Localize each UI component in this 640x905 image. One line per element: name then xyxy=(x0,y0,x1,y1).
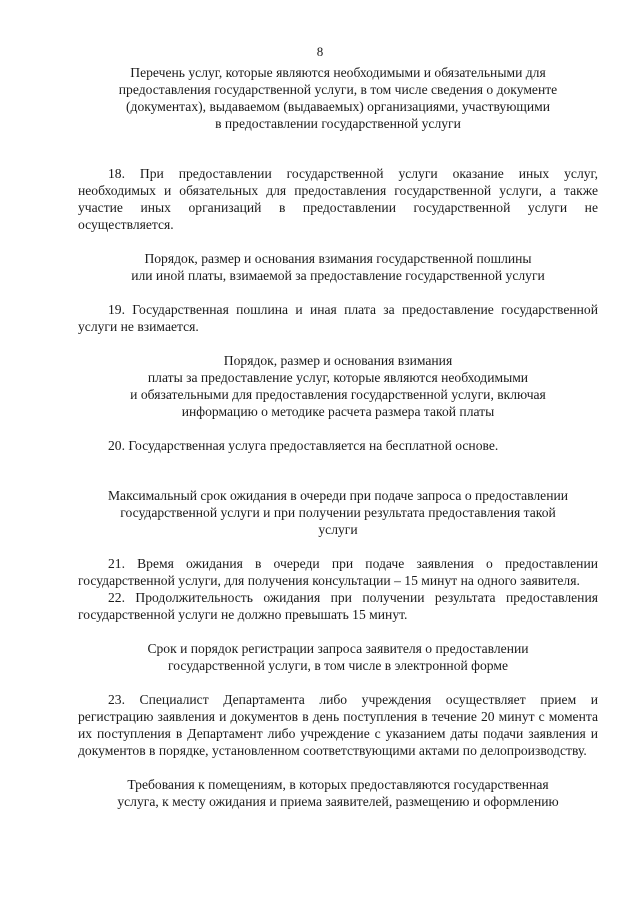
page-content xyxy=(78,64,598,810)
heading-line: Перечень услуг, которые являются необходимыми и обязательными для xyxy=(130,65,546,80)
heading-line: (документах), выдаваемом (выдаваемых) организациями, участвующими xyxy=(126,99,550,114)
paragraph-22: 22. Продолжительность ожидания при получении результата предоставления государственной услуги не должно превышать 15 минут. xyxy=(78,590,598,622)
section-heading-queue-time xyxy=(78,487,598,538)
heading-line: Требования к помещениям, в которых предоставляются государственная xyxy=(127,777,549,792)
page-number: 8 xyxy=(316,44,324,59)
heading-line: или иной платы, взимаемой за предоставление государственной услуги xyxy=(131,268,545,283)
heading-line: и обязательными для предоставления государственной услуги, включая xyxy=(130,387,546,402)
heading-line: Порядок, размер и основания взимания xyxy=(223,353,453,368)
heading-line: предоставления государственной услуги, в том числе сведения о документе xyxy=(118,82,558,97)
section-heading-services-list xyxy=(78,64,598,132)
section-heading-premises-requirements xyxy=(78,776,598,810)
paragraph-20: 20. Государственная услуга предоставляется на бесплатной основе. xyxy=(108,438,499,453)
heading-line: государственной услуги и при получении результата предоставления такой xyxy=(120,505,556,520)
paragraph-19: 19. Государственная пошлина и иная плата за предоставление государственной услуги не взимается. xyxy=(78,302,598,334)
heading-line: информацию о методике расчета размера такой платы xyxy=(181,404,495,419)
heading-line: в предоставлении государственной услуги xyxy=(215,116,461,131)
heading-line: Порядок, размер и основания взимания государственной пошлины xyxy=(144,251,532,266)
heading-line: Максимальный срок ожидания в очереди при подаче запроса о предоставлении xyxy=(107,488,569,503)
section-heading-state-fee xyxy=(78,250,598,284)
section-heading-registration xyxy=(78,640,598,674)
heading-line: услуги xyxy=(318,522,358,537)
heading-line: Срок и порядок регистрации запроса заявителя о предоставлении xyxy=(147,641,529,656)
paragraph-23: 23. Специалист Департамента либо учреждения осуществляет прием и регистрацию заявления и документов в день поступления в течение 20 минут с момента их поступления в Департамент либо учреждение с указанием даты подачи заявления и документов в порядке, установленном соответствующими актами по делопроизводству. xyxy=(78,692,598,758)
heading-line: услуга, к месту ожидания и приема заявителей, размещению и оформлению xyxy=(117,794,559,809)
paragraph-18: 18. При предоставлении государственной услуги оказание иных услуг, необходимых и обязательных для предоставления государственной услуги, а также участие иных организаций в предоставлении государственной услуги не осуществляется. xyxy=(78,166,598,232)
heading-line: государственной услуги, в том числе в электронной форме xyxy=(167,658,508,673)
section-heading-fee-methodology xyxy=(78,352,598,420)
paragraph-21: 21. Время ожидания в очереди при подаче заявления о предоставлении государственной услуги, для получения консультации – 15 минут на одного заявителя. xyxy=(78,556,598,588)
heading-line: платы за предоставление услуг, которые являются необходимыми xyxy=(147,370,529,385)
